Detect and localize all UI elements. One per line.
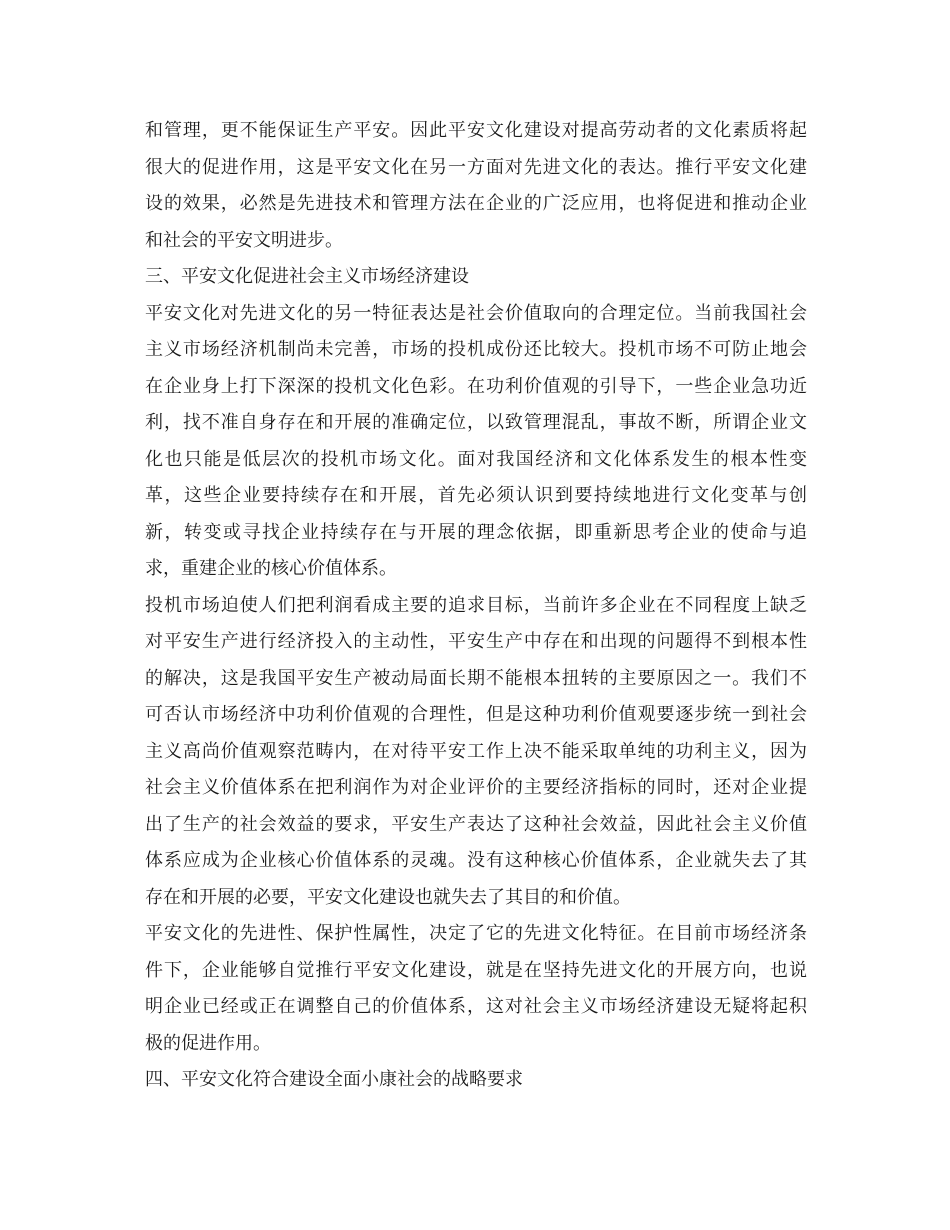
text-line: 存在和开展的必要，平安文化建设也就失去了其目的和价值。 [145,886,631,908]
text-line: 求，重建企业的核心价值体系。 [145,558,397,579]
text-line: 可否认市场经济中功利价值观的合理性，但是这种功利价值观要逐步统一到社会 [145,704,807,725]
text-line: 体系应成为企业核心价值体系的灵魂。没有这种核心价值体系，企业就失去了其 [145,850,807,871]
text-line: 平安文化的先进性、保护性属性，决定了它的先进文化特征。在目前市场经济条 [145,923,807,944]
document-body [145,113,807,1099]
text-line: 和社会的平安文明进步。 [145,229,343,251]
text-line: 明企业已经或正在调整自己的价值体系，这对社会主义市场经济建设无疑将起积 [145,996,807,1017]
text-line: 革，这些企业要持续存在和开展，首先必须认识到要持续地进行文化变革与创 [145,485,807,506]
text-line: 主义高尚价值观察范畴内，在对待平安工作上决不能采取单纯的功利主义，因为 [145,740,807,762]
text-line: 社会主义价值体系在把利润作为对企业评价的主要经济指标的同时，还对企业提 [145,777,807,798]
text-line: 件下，企业能够自觉推行平安文化建设，就是在坚持先进文化的开展方向，也说 [145,959,807,981]
text-line: 在企业身上打下深深的投机文化色彩。在功利价值观的引导下，一些企业急功近 [145,375,807,397]
section-heading: 四、平安文化符合建设全面小康社会的战略要求 [145,1069,523,1090]
text-line: 极的促进作用。 [145,1032,271,1054]
text-line: 化也只能是低层次的投机市场文化。面对我国经济和文化体系发生的根本性变 [145,448,807,470]
text-line: 很大的促进作用，这是平安文化在另一方面对先进文化的表达。推行平安文化建 [145,156,807,178]
text-line: 新，转变或寻找企业持续存在与开展的理念依据，即重新思考企业的使命与追 [145,521,807,543]
section-heading: 三、平安文化促进社会主义市场经济建设 [145,266,469,287]
text-line: 和管理，更不能保证生产平安。因此平安文化建设对提高劳动者的文化素质将起 [145,120,807,141]
text-line: 的解决，这是我国平安生产被动局面长期不能根本扭转的主要原因之一。我们不 [145,667,807,689]
text-line: 出了生产的社会效益的要求，平安生产表达了这种社会效益，因此社会主义价值 [145,813,807,835]
text-line: 利，找不准自身存在和开展的准确定位，以致管理混乱，事故不断，所谓企业文 [145,412,807,433]
text-line: 平安文化对先进文化的另一特征表达是社会价值取向的合理定位。当前我国社会 [145,302,807,324]
text-line: 设的效果，必然是先进技术和管理方法在企业的广泛应用，也将促进和推动企业 [145,193,807,214]
text-line: 对平安生产进行经济投入的主动性，平安生产中存在和出现的问题得不到根本性 [145,631,807,652]
text-line: 投机市场迫使人们把利润看成主要的追求目标，当前许多企业在不同程度上缺乏 [145,594,807,616]
text-line: 主义市场经济机制尚未完善，市场的投机成份还比较大。投机市场不可防止地会 [145,339,807,360]
